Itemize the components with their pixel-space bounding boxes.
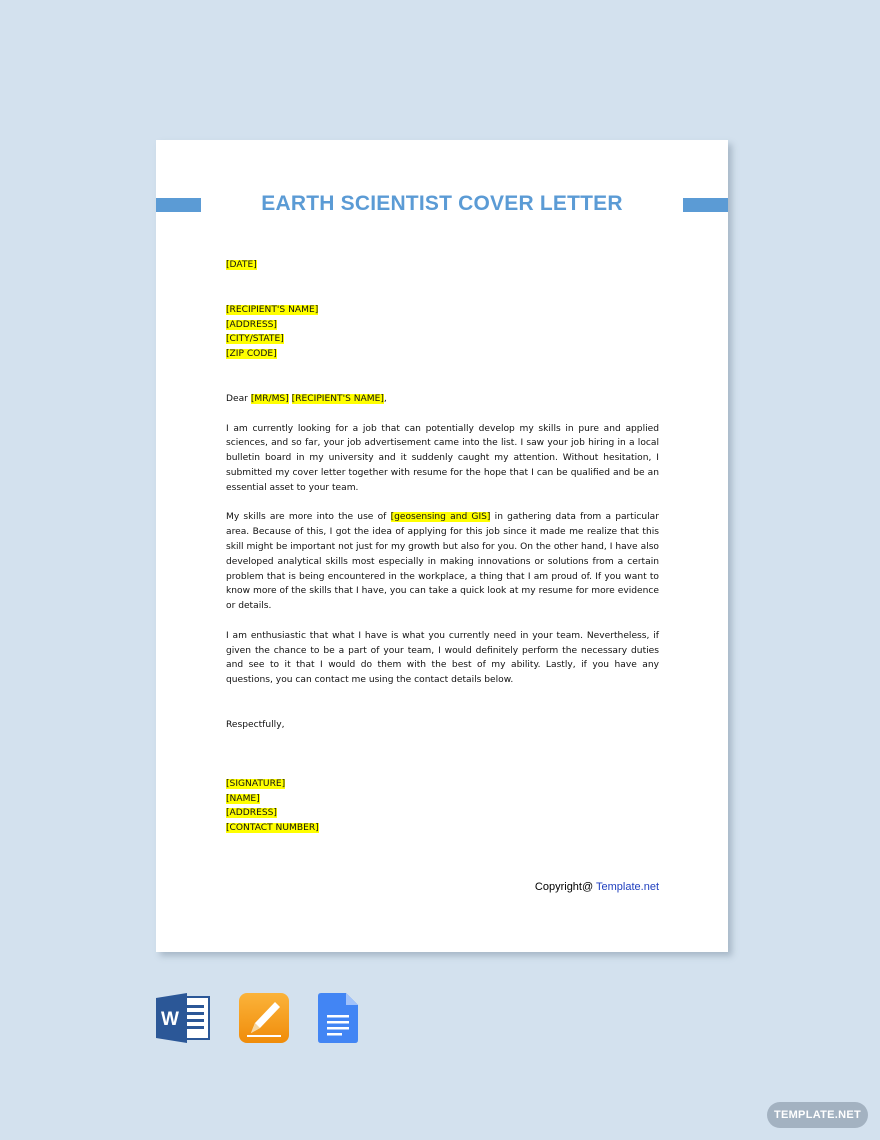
date-placeholder: [DATE] xyxy=(226,260,257,270)
salutation: Dear [MR/MS] [RECIPIENT'S NAME], xyxy=(226,393,387,404)
name-placeholder: [NAME] xyxy=(226,793,260,804)
closing: Respectfully, xyxy=(226,719,285,730)
recipient-name: [RECIPIENT'S NAME] xyxy=(226,304,319,315)
word-icon[interactable] xyxy=(156,993,210,1043)
svg-text:W: W xyxy=(161,1009,179,1030)
template-net-badge[interactable]: TEMPLATE.NET xyxy=(767,1102,868,1128)
recipient-zip: [ZIP CODE] xyxy=(226,349,277,360)
salutation-name-placeholder: [RECIPIENT'S NAME] xyxy=(291,393,384,404)
document-page xyxy=(156,140,728,952)
document-title: EARTH SCIENTIST COVER LETTER xyxy=(261,192,623,215)
google-docs-icon[interactable] xyxy=(318,993,358,1043)
skills-placeholder: [geosensing and GIS] xyxy=(390,512,491,523)
letter-body xyxy=(226,258,659,836)
recipient-address: [ADDRESS] xyxy=(226,319,277,330)
copyright: Copyright@ Template.net xyxy=(534,881,659,893)
paragraph-1: I am currently looking for a job that can potentially develop my skills in pure and applied sciences, and so far, your job advertisement came into the list. I saw your job hiring in a local bulletin board in my university and it suddenly caught my attention. Without hesitation, I submitted my cover letter together with resume for the hope that I can be qualified and be an essential asset to your team. xyxy=(226,423,659,493)
contact-number-placeholder: [CONTACT NUMBER] xyxy=(226,823,319,834)
address-placeholder: [ADDRESS] xyxy=(226,808,277,819)
signature-placeholder: [SIGNATURE] xyxy=(226,778,286,789)
paragraph-3: I am enthusiastic that what I have is what you currently need in your team. Nevertheless, if given the chance to be a part of your team, I would definitely perform the necessary duties and see to it that I would do them with the best of my ability. Lastly, if you have any questions, you can contact me using the contact details below. xyxy=(226,630,659,686)
template-net-link[interactable]: Template.net xyxy=(596,881,659,893)
paragraph-2: My skills are more into the use of [geosensing and GIS] in gathering data from a particular area. Because of this, I got the idea of applying for this job since it made me realize that this skill might be important not just for my growth but also for you. On the other hand, I have also developed analytical skills most especially in making innovations or solutions from a certain problem that is being encountered in the workplace, a thing that I am proud of. If you want to know more of the skills that I have, you can take a quick look at my resume for more evidence or details. xyxy=(226,512,659,612)
salutation-title-placeholder: [MR/MS] xyxy=(250,393,289,404)
pages-icon[interactable] xyxy=(239,993,289,1043)
recipient-city-state: [CITY/STATE] xyxy=(226,334,284,345)
